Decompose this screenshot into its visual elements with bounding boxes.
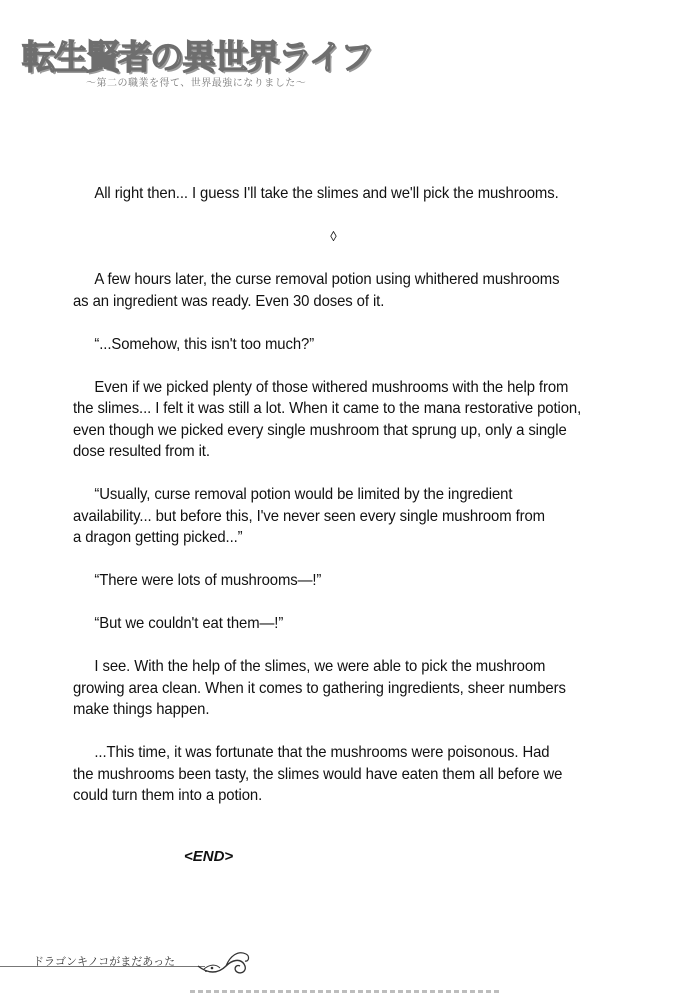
paragraph: A few hours later, the curse removal potion using whithered mushrooms as an ingredient was ready. Even 30 doses of it.	[73, 271, 560, 310]
paragraph: All right then... I guess I'll take the slimes and we'll pick the mushrooms.	[94, 185, 559, 202]
paragraph: “Usually, curse removal potion would be limited by the ingredient availability... but before this, I've never seen every single mushroom from a dragon getting picked...”	[73, 486, 545, 546]
flourish-ornament-icon	[196, 944, 252, 978]
scene-separator: ◊	[330, 228, 337, 244]
logo-title: 転生賢者の異世界ライフ	[22, 38, 372, 78]
series-logo	[22, 30, 372, 100]
paragraph: I see. With the help of the slimes, we were able to pick the mushroom growing area clean. When it comes to gathering ingredients, sheer numbers make things happen.	[73, 658, 566, 718]
paragraph: Even if we picked plenty of those withered mushrooms with the help from the slimes... I felt it was still a lot. When it came to the mana restorative potion, even though we picked every single mushroom that sprung up, only a single dose resulted from it.	[73, 378, 582, 460]
paragraph: ...This time, it was fortunate that the mushrooms were poisonous. Had the mushrooms been tasty, the slimes would have eaten them all before we could turn them into a potion.	[73, 744, 563, 804]
end-mark: <END>	[184, 848, 234, 865]
paragraph: “But we couldn't eat them—!”	[94, 615, 284, 632]
chapter-title: ドラゴンキノコがまだあった	[33, 955, 176, 968]
story-text	[73, 183, 594, 828]
page-footer	[0, 940, 700, 993]
logo-subtitle: ～第二の職業を得て、世界最強になりました～	[86, 78, 307, 89]
paragraph: “...Somehow, this isn't too much?”	[94, 335, 315, 353]
paragraph: “There were lots of mushrooms—!”	[94, 572, 322, 589]
